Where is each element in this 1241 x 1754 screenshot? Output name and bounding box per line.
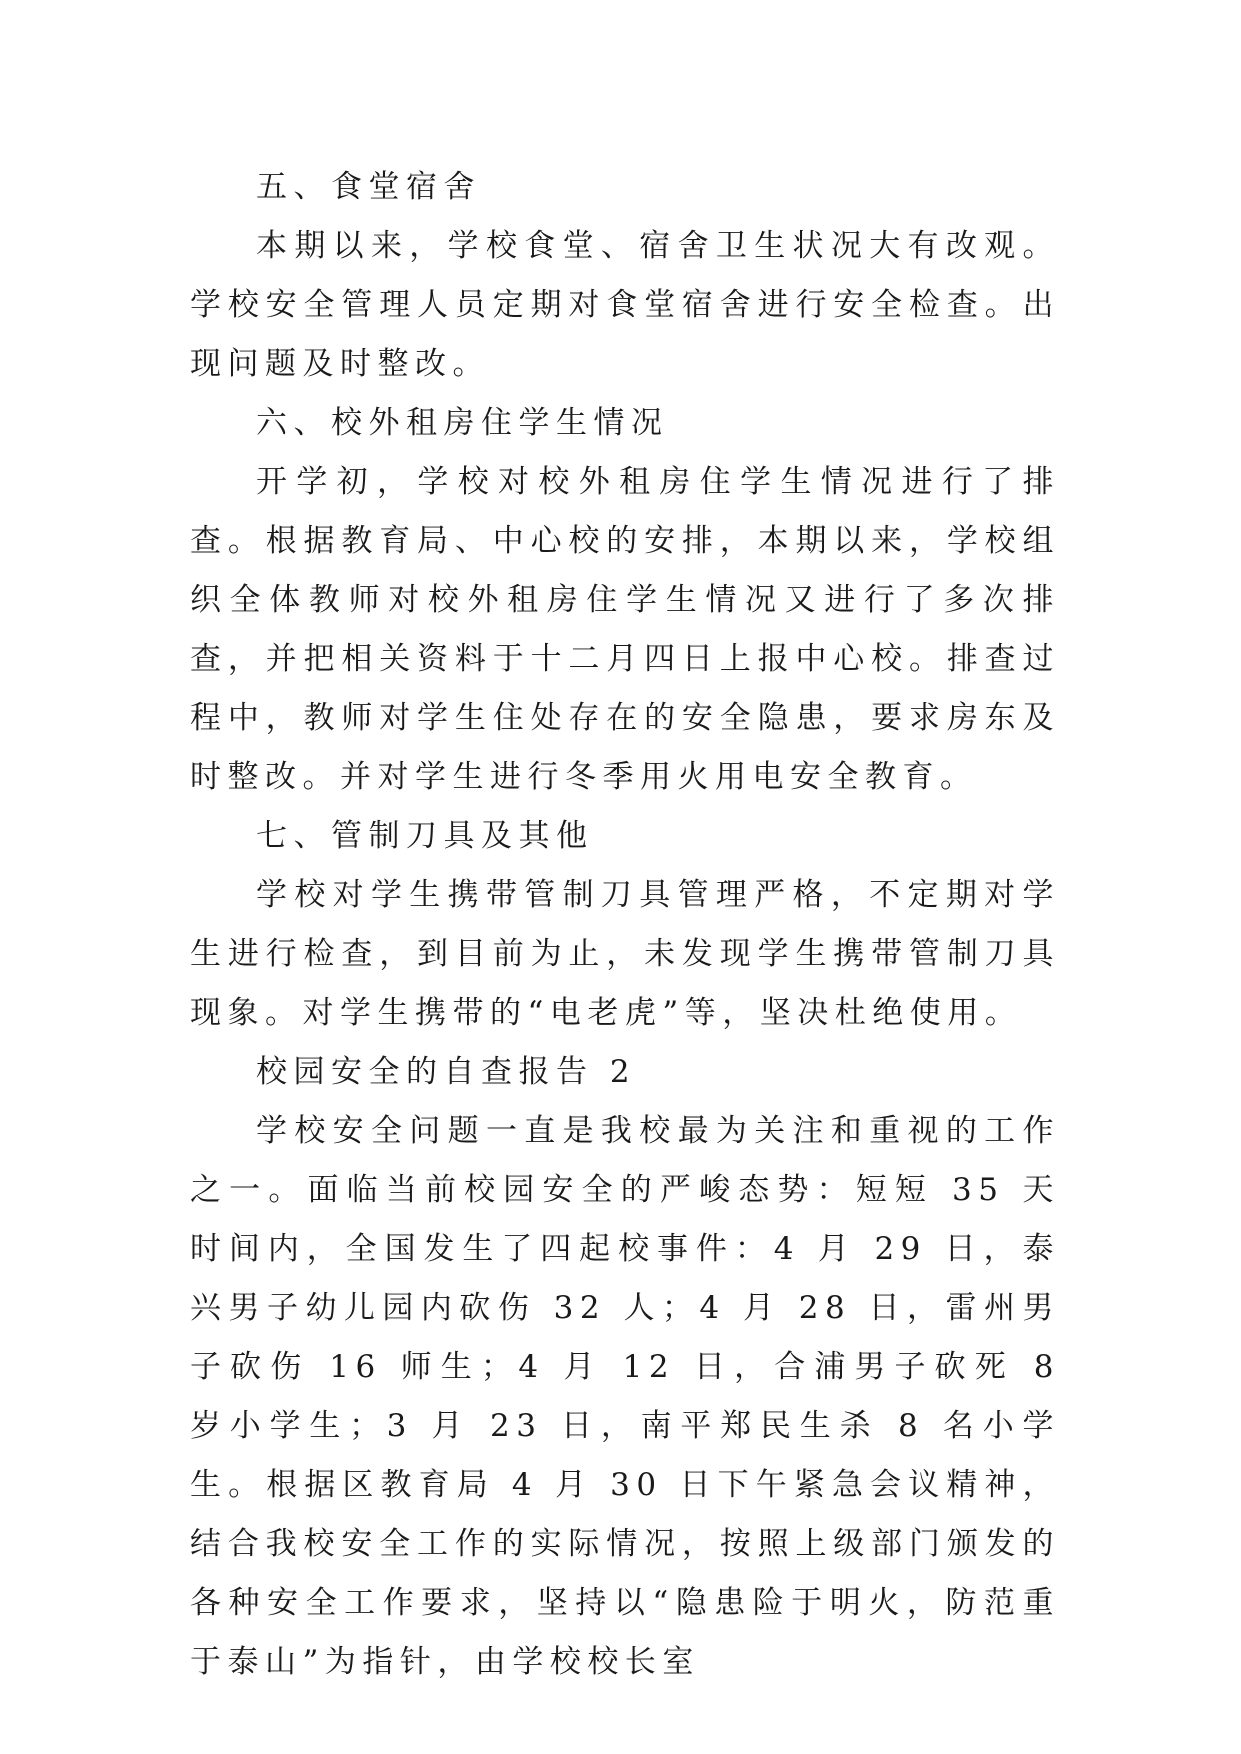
section-heading-canteen-dorm: 五、食堂宿舍 — [256, 169, 481, 205]
section-heading-off-campus-renting: 六、校外租房住学生情况 — [256, 405, 669, 441]
paragraph-school-safety: 学校安全问题一直是我校最为关注和重视的工作之一。面临当前校园安全的严峻态势：短短 35 天时间内，全国发生了四起校事件：4 月 29 日，泰兴男子幼儿园内砍伤 32 人；4 月 28 日，雷州男子砍伤 16 师生；4 月 12 日，合浦男子砍死 8 岁小学生；3 月 23 日，南平郑民生杀 8 名小学生。根据区教育局 4 月 30 日下午紧急会议精神，结合我校安全工作的实际情况，按照上级部门颁发的各种安全工作要求，坚持以“隐患险于明火，防范重于泰山”为指针，由学校校长室 — [190, 1113, 1060, 1680]
paragraph-canteen-dorm: 本期以来，学校食堂、宿舍卫生状况大有改观。学校安全管理人员定期对食堂宿舍进行安全检查。出现问题及时整改。 — [190, 228, 1060, 382]
section-heading-controlled-knives: 七、管制刀具及其他 — [256, 818, 594, 854]
paragraph-controlled-knives: 学校对学生携带管制刀具管理严格，不定期对学生进行检查，到目前为止，未发现学生携带管制刀具现象。对学生携带的“电老虎”等，坚决杜绝使用。 — [190, 877, 1060, 1031]
paragraph-off-campus-renting: 开学初，学校对校外租房住学生情况进行了排查。根据教育局、中心校的安排，本期以来，学校组织全体教师对校外租房住学生情况又进行了多次排查，并把相关资料于十二月四日上报中心校。排查过程中，教师对学生住处存在的安全隐患，要求房东及时整改。并对学生进行冬季用火用电安全教育。 — [190, 464, 1060, 795]
report-title-2: 校园安全的自查报告 2 — [256, 1054, 637, 1090]
document-body — [190, 158, 1060, 1692]
